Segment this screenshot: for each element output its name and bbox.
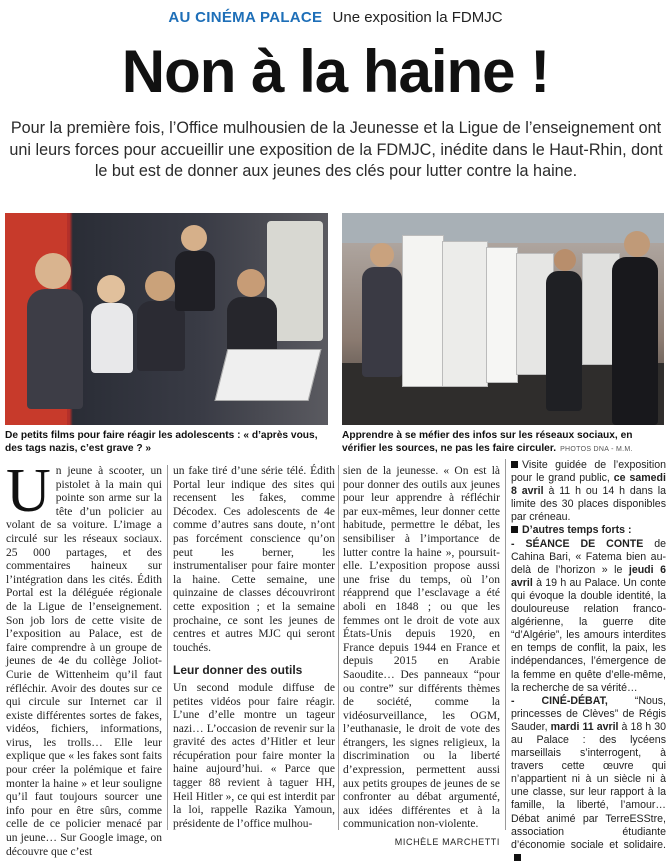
headline: Non à la haine ! bbox=[121, 38, 550, 105]
photo-caption-2 bbox=[342, 429, 664, 456]
photo-students-watching bbox=[5, 213, 328, 425]
end-mark bbox=[514, 854, 521, 861]
conte-text-2: à 19 h au Palace. Un conte qui évoque la double identité, la douloureuse relation franco-algérienne, la guerre dite “d’Algérie”, les amours interdites en temps de conflit, la paix, les indépendances, l’émergence de la femme en quête d’elle-même, la recherche de sa vérité… bbox=[511, 576, 666, 694]
article-column-2 bbox=[173, 465, 335, 831]
visit-date: ce samedi 8 avril bbox=[511, 472, 666, 498]
subheading: Leur donner des outils bbox=[173, 663, 303, 678]
info-visit bbox=[511, 459, 666, 524]
photo-credit: PHOTOS DNA - M.M. bbox=[560, 446, 633, 453]
photo-caption-1 bbox=[5, 429, 328, 455]
author-signature: MICHÈLE MARCHETTI bbox=[394, 837, 500, 848]
info-conte bbox=[511, 538, 666, 695]
column-rule bbox=[167, 465, 168, 830]
article-text-2a: un fake tiré d’une série télé. Édith Portal leur indique des sites qui recensent les fakes, comme Décodex. Ces adolescents de 4e comme d’autres sans doute, n’ont pas forcément conscience qu’on peut les berner, les instrumentaliser pour faire monter la haine. Cette semaine, une quinzaine de classes découvriront cette exposition ; et la semaine prochaine, ce sont les jeunes de centres et autres MJC qui seront touchés. bbox=[173, 465, 335, 654]
photo-exhibition-panels bbox=[342, 213, 664, 425]
caption-1-text: De petits films pour faire réagir les adolescents : « d’après vous, des tags nazis, c’est grave ? » bbox=[5, 430, 318, 454]
kicker bbox=[0, 9, 671, 26]
debat-date: mardi 11 avril bbox=[550, 720, 619, 733]
drop-cap: U bbox=[6, 457, 51, 525]
article-text-2b: Un second module diffuse de petites vidéos pour faire réagir. L’une d’elle montre un tageur nazi… L’occasion de revenir sur la gravité des actes d’Hitler et leur récupération pour faire monter la haine aujourd’hui. « Parce que tagger 88 revient à taguer HH, Heil Hitler », ce qui est interdit par la loi, rappelle Razika Yamoun, présidente de l’office mulhou- bbox=[173, 681, 335, 830]
visit-rest: à 11 h ou 14 h dans la limite des 30 places disponibles par créneau. bbox=[511, 485, 666, 524]
lead-paragraph: Pour la première fois, l’Office mulhousien de la Jeunesse et la Ligue de l’enseignement ont uni leurs forces pour accueillir une exposition de la FDMJC, inédite dans le Haut-Rhin, dont le but est de donner aux jeunes des clés pour lutter contre la haine. bbox=[9, 119, 663, 180]
bullet-square bbox=[511, 526, 518, 533]
conte-date: jeudi 6 avril bbox=[511, 563, 666, 589]
info-title-row bbox=[511, 524, 666, 537]
info-title: D’autres temps forts : bbox=[522, 524, 632, 537]
info-sidebar bbox=[511, 459, 666, 865]
visit-lead: Visite guidée de l’exposition pour le grand public, bbox=[511, 459, 666, 485]
article-column-1 bbox=[6, 457, 162, 859]
info-debat bbox=[511, 695, 666, 865]
column-rule bbox=[338, 465, 339, 830]
kicker-venue: AU CINÉMA PALACE bbox=[168, 9, 323, 26]
article-text-3: sien de la jeunesse. « On est là pour donner des outils aux jeunes pour leur apprendre à réfléchir par eux-mêmes, leur donner cette habitude, permettre le débat, les sensibiliser à l’importance de lutter contre la haine », poursuit-elle. L’exposition propose aussi une frise du temps, où l’on réapprend que l’esclavage a été aboli en 1848 ; ou que les femmes ont le droit de vote aux États-Unis depuis 1920, en France depuis 1944 en France et depuis 2015 en Arabie Saoudite… Des panneaux “pour ou contre” sur différents thèmes de société, comme la vidéosurveillance, les OGM, l’euthanasie, le droit de vote des étrangers, les signes religieux, la discrimination ou la liberté d’expression, permettent aussi aux petits groupes de jeunes de se confronter au débat argumenté, aux idées différentes et à la communication non-violente. bbox=[343, 465, 500, 831]
article-column-3 bbox=[343, 465, 500, 850]
column-rule bbox=[505, 459, 506, 830]
conte-text-1: de Cahina Bari, « Fatema bien au-delà de l’horizon » le bbox=[511, 537, 666, 576]
caption-2-text: Apprendre à se méfier des infos sur les réseaux sociaux, en vérifier les sources, ne pas les faire circuler. bbox=[342, 430, 633, 454]
conte-label: - SÉANCE DE CONTE bbox=[511, 537, 644, 550]
debat-label: - CINÉ-DÉBAT, bbox=[511, 694, 608, 707]
bullet-square bbox=[511, 461, 518, 468]
debat-text-2: à 18 h 30 au Palace : des lycéens marseillais s’interrogent, à travers cette œuvre qui n’appartient ni à un siècle ni à une classe, sur leur rapport à la famille, la liberté, l’amour… Débat animé par TerreESStre, association étudiante d’économie sociale et solidaire. bbox=[511, 720, 667, 851]
kicker-subtitle: Une exposition la FDMJC bbox=[332, 9, 503, 26]
article-text-1: n jeune à scooter, un pistolet à la main qui pointe son arme sur la tête d’un policier au volant de sa voiture. L’image a circulé sur les réseaux sociaux. 25 000 partages, et des commentaires haineux sur l’intégration dans les cités. Édith Portal est la déléguée régionale de la Ligue de l’enseignement. Son job lors de cette visite de l’exposition au Palace, est de faire comprendre à un groupe de jeunes de 4e du collège Joliot-Curie de Wittenheim qu’il faut réfléchir. Avoir des doutes sur ce qui circule sur Internet car il existe différentes sortes de fakes, vidéos, fichiers, informations, virus, les trolls… Elle leur explique que « les fakes sont faits pour créer la polémique et faire monter la haine » et leur souligne qu’il faut toujours sourcer une info pour en être sûrs, comme celle de ce policier menacé par un jeune… Sur Google image, on découvre que c’est bbox=[6, 465, 162, 858]
debat-text-1: “Nous, princesses de Clèves” de Régis Sauder, bbox=[511, 694, 666, 733]
